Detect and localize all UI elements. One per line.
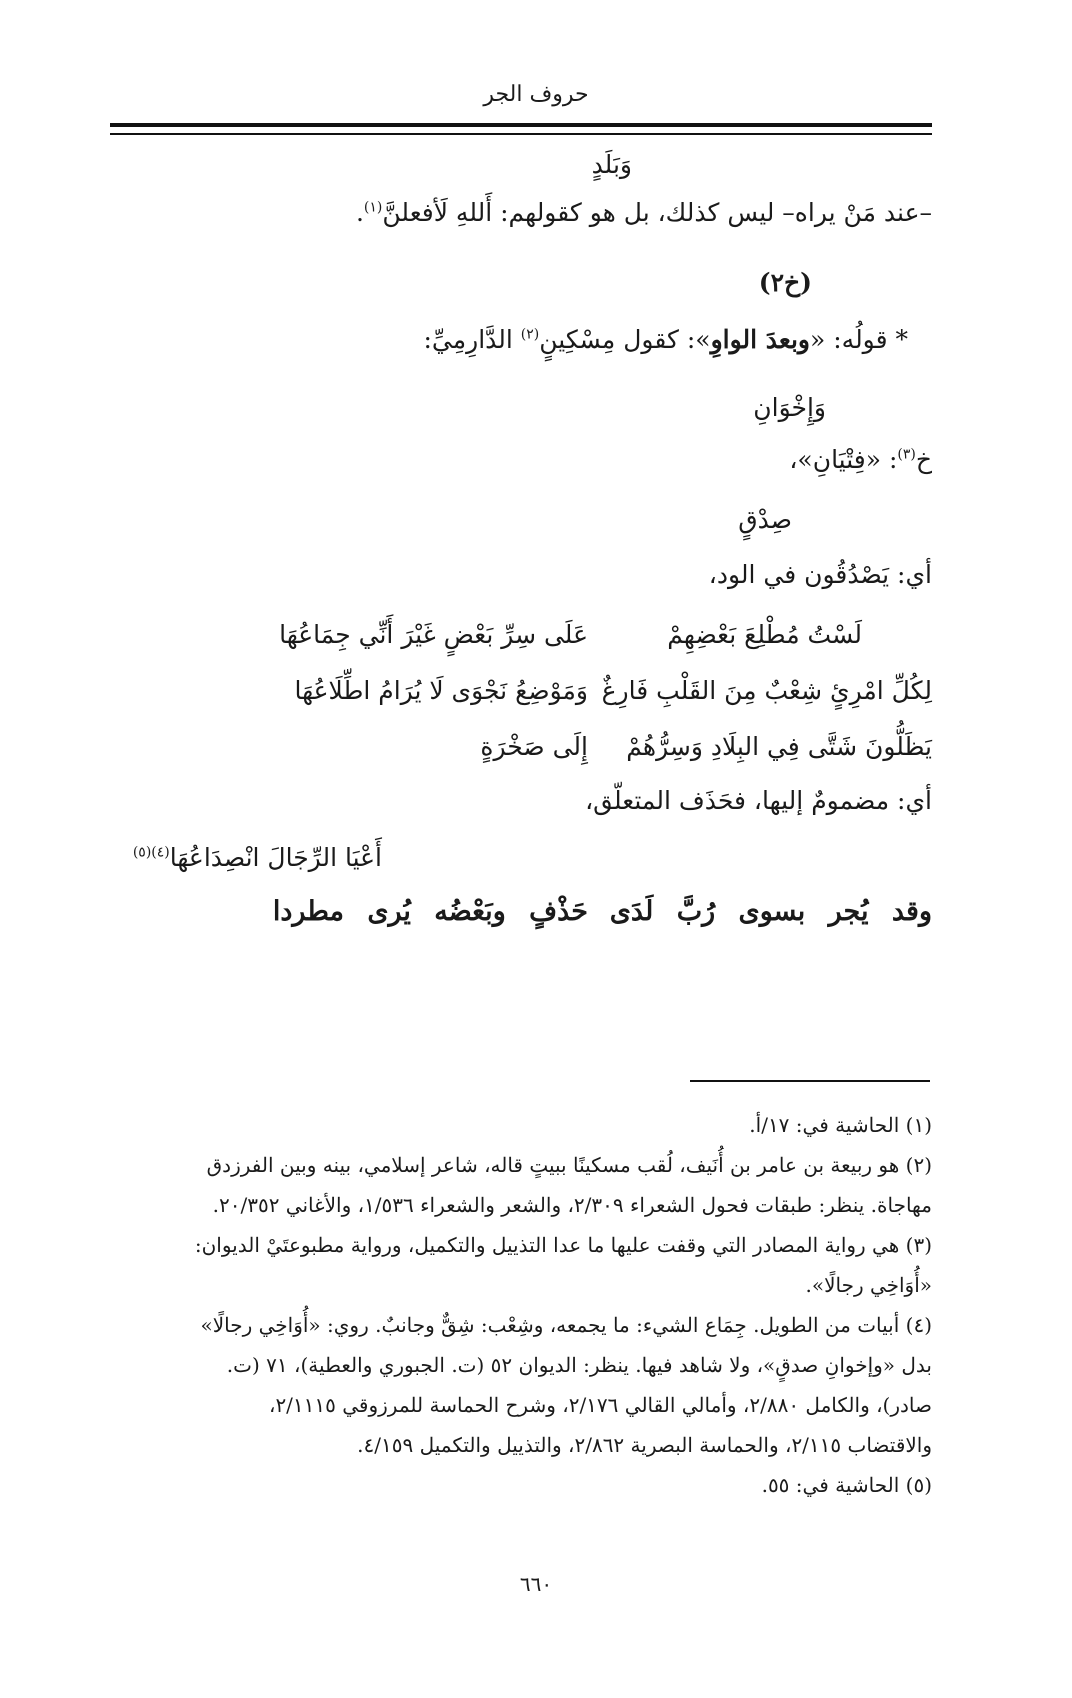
main-verse-left: حَذْفٍ وبَعْضُه يُرى مطردا bbox=[272, 896, 588, 927]
text-line: وَبَلَدٍ bbox=[591, 150, 632, 179]
verse-hemistich-right: يَظَلُّونَ شَتَّى فِي البِلَادِ وَسِرُّهُمْ bbox=[626, 732, 932, 761]
text-line: صِدْقٍ bbox=[738, 505, 792, 534]
text-line: –عند مَنْ يراه– ليس كذلك، بل هو كقولهم: أَللهِ لَأفعلنَّ$^{(١)}$. bbox=[355, 198, 932, 227]
footnote: بدل «وإخوانِ صدقٍ»، ولا شاهد فيها. ينظر: الديوان ٥٢ (ت. الجبوري والعطية)، ٧١ (ت. bbox=[226, 1353, 932, 1377]
footnote-ref[interactable]: (٣) bbox=[897, 446, 916, 463]
verse-hemistich-right: لَسْتُ مُطْلِعَ بَعْضِهِمْ bbox=[667, 620, 862, 649]
page-number: ٦٦٠ bbox=[519, 1572, 553, 1596]
footnote: (٣) هي رواية المصادر التي وقفت عليها ما عدا التذييل والتكميل، ورواية مطبوعتَيْ الديوان: bbox=[194, 1233, 932, 1257]
verse-hemistich-left: إِلَى صَخْرَةٍ bbox=[480, 732, 588, 761]
text-line: أَعْيَا الرِّجَالَ انْصِدَاعُهَا$^{(٤)(٥)}$ bbox=[132, 843, 382, 872]
verse-hemistich-left: وَمَوْضِعُ نَجْوَى لَا يُرَامُ اطِّلَاعُهَا bbox=[294, 676, 588, 705]
footnote: (٤) أبيات من الطويل. جِمَاع الشيء: ما يجمعه، وشِعْب: شِقٌّ وجانبٌ. روي: «أُوَاخِي رجالًا» bbox=[200, 1313, 932, 1337]
footnote: (٢) هو ربيعة بن عامر بن أُنَيف، لُقب مسكينًا ببيتٍ قاله، شاعر إسلامي، بينه وبين الفرزدق bbox=[206, 1153, 932, 1177]
text-line: وَإِخْوَانِ bbox=[753, 393, 826, 422]
verse-hemistich-left: عَلَى سِرِّ بَعْضٍ غَيْرَ أَنِّي جِمَاعُهَا bbox=[279, 620, 588, 649]
text-line: * قولُه: «وبعدَ الواوِ»: كقول مِسْكِينٍ$^{(٢)}$ الدَّارِمِيِّ: bbox=[423, 325, 908, 354]
footnote-ref[interactable]: (٤)(٥) bbox=[132, 844, 170, 861]
footnote: والاقتضاب ٢/١١٥، والحماسة البصرية ٢/٨٦٢، والتذييل والتكميل ٤/١٥٩. bbox=[357, 1433, 932, 1457]
text-line: أي: يَصْدُقُون في الود، bbox=[708, 560, 932, 589]
footnote: (٥) الحاشية في: ٥٥. bbox=[761, 1473, 932, 1497]
section-marker: (خ٢) bbox=[758, 268, 812, 297]
text-line: أي: مضمومٌ إليها، فحَذَف المتعلّق، bbox=[585, 786, 932, 815]
footnote: (١) الحاشية في: ١٧/أ. bbox=[749, 1113, 932, 1137]
footnote-ref[interactable]: (٢) bbox=[520, 326, 540, 343]
footnote: صادر)، والكامل ٢/٨٨٠، وأمالي القالي ٢/١٧٦، وشرح الحماسة للمرزوقي ٢/١١١٥، bbox=[268, 1393, 932, 1417]
footnote: مهاجاة. ينظر: طبقات فحول الشعراء ٢/٣٠٩، والشعر والشعراء ١/٥٣٦، والأغاني ٢٠/٣٥٢. bbox=[212, 1193, 932, 1217]
header-rule-thin bbox=[110, 133, 932, 135]
footnote: «أُوَاخِي رجالًا». bbox=[805, 1273, 932, 1297]
footnote-ref[interactable]: (١) bbox=[363, 199, 383, 216]
running-header: حروف الجر bbox=[483, 82, 589, 107]
header-rule-thick bbox=[110, 123, 932, 127]
main-verse-right: وقد يُجر بسوى رُبَّ لَدَى bbox=[609, 896, 932, 927]
verse-hemistich-right: لِكُلِّ امْرِئٍ شِعْبٌ مِنَ القَلْبِ فَارِغٌ bbox=[601, 676, 932, 705]
footnote-separator bbox=[690, 1080, 930, 1082]
text-line: خ$^{(٣)}$: «فِتْيَانِ»، bbox=[789, 445, 932, 474]
